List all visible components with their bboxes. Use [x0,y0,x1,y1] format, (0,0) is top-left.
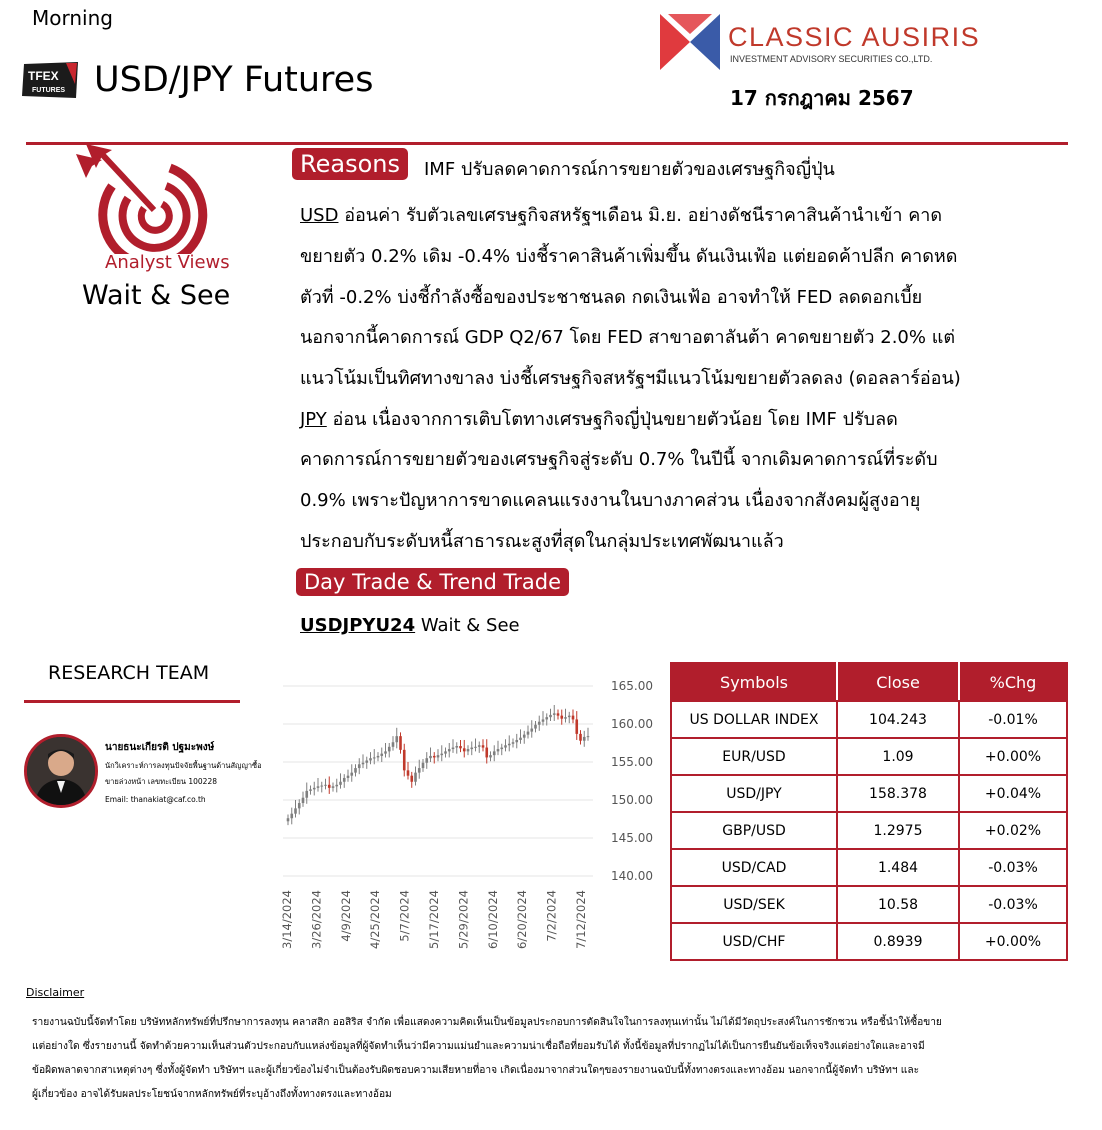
candle-body [320,786,323,787]
tfex-logo-subtext: FUTURES [32,87,66,94]
candle-body [527,732,530,735]
candle-body [549,715,552,717]
candle-body [545,717,548,719]
column-header-close: Close [837,663,959,701]
candle-body [395,736,398,742]
chg-cell: +0.00% [959,738,1067,775]
candle-body [392,742,395,747]
candle-body [418,768,421,773]
research-team-heading: RESEARCH TEAM [48,662,210,684]
candle-body [448,749,451,751]
candle-body [290,814,293,819]
symbol-cell: USD/CHF [671,923,837,960]
chg-cell: +0.00% [959,923,1067,960]
candle-body [380,754,383,756]
close-cell: 0.8939 [837,923,959,960]
column-header-chg: %Chg [959,663,1067,701]
x-tick-label: 3/26/2024 [309,890,324,949]
x-tick-label: 4/25/2024 [368,890,383,949]
reasons-badge: Reasons [292,148,408,180]
candle-body [414,773,417,782]
y-tick-label: 140.00 [611,869,653,883]
reason-line: ตัวที่ -0.2% บ่งชี้กำลังซื้อของประชาชนลด กดเงินเฟ้อ อาจทำให้ FED ลดดอกเบี้ย [300,287,923,308]
symbol-cell: EUR/USD [671,738,837,775]
close-cell: 1.2975 [837,812,959,849]
candle-body [568,716,571,718]
symbol-cell: GBP/USD [671,812,837,849]
reason-text: อ่อน เนื่องจากการเติบโตทางเศรษฐกิจญี่ปุ่นขยายตัวน้อย โดย IMF ปรับลด [326,409,898,430]
table-row [671,849,1067,886]
candle-body [478,745,481,747]
table-header-row [671,663,1067,701]
close-cell: 158.378 [837,775,959,812]
candle-body [512,742,515,744]
table-row [671,701,1067,738]
candle-body [425,758,428,763]
close-cell: 104.243 [837,701,959,738]
candle-body [485,748,488,758]
person-icon [27,737,95,805]
x-tick-label: 7/2/2024 [544,890,559,942]
candle-body [298,803,301,808]
x-tick-label: 6/20/2024 [515,890,530,949]
candle-body [564,717,567,719]
disclaimer-line: ข้อผิดพลาดจากสาเหตุต่างๆ ซึ่งทั้งผู้จัดทำ บริษัทฯ และผู้เกี่ยวข้องไม่จำเป็นต้องรับผิดชอบความเสียหายที่อาจ เกิดเนื่องมาจากส่วนใดๆของรายงานฉบับนี้ทั้งทางตรงและทางอ้อม นอกจากนี้ผู้จัดทำ บริษัทฯ และ [32,1065,920,1076]
x-tick-label: 5/29/2024 [456,890,471,949]
candle-body [470,748,473,750]
candle-body [305,791,308,798]
candle-body [350,773,353,776]
x-tick-label: 4/9/2024 [338,890,353,942]
analyst-view-value: Wait & See [82,280,231,311]
contract-view: Wait & See [415,615,520,636]
candle-body [482,745,485,747]
analyst-name: นายธนะเกียรติ ปฐมะพงษ์ [105,742,215,753]
candle-body [410,776,413,782]
candle-body [403,750,406,771]
candle-body [399,736,402,750]
candle-body [429,756,432,758]
candle-body [500,748,503,750]
table-row [671,923,1067,960]
candle-body [422,763,425,768]
x-tick-label: 5/7/2024 [397,890,412,942]
chg-cell: -0.03% [959,886,1067,923]
reason-line: 0.9% เพราะปัญหาการขาดแคลนแรงงานในบางภาคส่วน เนื่องจากสังคมผู้สูงอายุ [300,490,921,511]
candle-body [572,716,575,720]
market-table [670,662,1068,961]
y-tick-label: 160.00 [611,717,653,731]
candle-body [538,722,541,725]
symbol-cell: USD/SEK [671,886,837,923]
y-tick-label: 165.00 [611,679,653,693]
candle-body [560,716,563,719]
candle-body [474,747,477,748]
disclaimer-line: ผู้เกี่ยวข้อง อาจได้รับผลประโยชน์จากหลักทรัพย์ที่ระบุอ้างถึงทั้งทางตรงและทางอ้อม [32,1089,392,1100]
candle-body [317,786,320,788]
candle-body [335,785,338,787]
candle-body [530,729,533,732]
candle-body [542,719,545,721]
x-tick-label: 6/10/2024 [485,890,500,949]
x-tick-label: 3/14/2024 [280,890,294,949]
table-row [671,775,1067,812]
target-arrow-icon [72,142,232,254]
candle-body [508,744,511,746]
reason-line: ประกอบกับระดับหนี้สาธารณะสูงที่สุดในกลุ่มประเทศพัฒนาแล้ว [300,531,784,552]
candle-body [463,748,466,751]
candle-body [302,798,305,803]
y-tick-label: 150.00 [611,793,653,807]
table-row [671,812,1067,849]
candle-body [452,748,455,750]
candle-body [437,755,440,757]
candle-body [444,751,447,753]
candle-body [343,778,346,782]
research-team-divider [24,700,240,703]
candle-body [459,746,462,748]
contract-line [300,615,520,636]
reason-line: นอกจากนี้คาดการณ์ GDP Q2/67 โดย FED สาขาอตาลันต้า คาดขยายตัว 2.0% แต่ [300,327,956,348]
candle-body [339,782,342,785]
tfex-logo-text: TFEX [28,69,59,83]
candle-body [575,719,578,733]
candle-body [324,785,327,786]
usd-tag: USD [300,205,339,226]
candle-body [489,755,492,757]
reason-line: คาดการณ์การขยายตัวของเศรษฐกิจสู่ระดับ 0.7% ในปีนี้ จากเดิมคาดการณ์ที่ระดับ [300,449,938,470]
reason-line [300,200,942,229]
analyst-title: นักวิเคราะห์การลงทุนปัจจัยพื้นฐานด้านสัญญาซื้อ [105,761,262,770]
candle-body [313,788,316,790]
candle-body [504,745,507,747]
symbol-cell: USD/CAD [671,849,837,886]
disclaimer-heading: Disclaimer [26,986,85,999]
candle-body [523,735,526,738]
disclaimer-line: รายงานฉบับนี้จัดทำโดย บริษัทหลักทรัพย์ที่ปรึกษาการลงทุน คลาสสิก ออสิริส จำกัด เพื่อแสดงความคิดเห็นเป็นข้อมูลประกอบการตัดสินใจในการลงทุนเท่านั้น ไม่ได้มีวัตถุประสงค์ในการชักชวน หรือชี้นำให้ซื้อขาย [32,1017,942,1028]
candle-body [287,818,290,821]
y-tick-label: 155.00 [611,755,653,769]
brand-subtitle: INVESTMENT ADVISORY SECURITIES CO.,LTD. [730,54,933,64]
candle-body [455,746,458,748]
close-cell: 10.58 [837,886,959,923]
edition-label: Morning [32,6,113,30]
table-row [671,738,1067,775]
candle-body [557,713,560,715]
reasons-headline: IMF ปรับลดคาดการณ์การขยายตัวของเศรษฐกิจญี่ปุ่น [424,159,835,180]
candle-body [294,808,297,813]
symbol-cell: USD/JPY [671,775,837,812]
candle-body [497,749,500,751]
x-tick-label: 5/17/2024 [427,890,441,949]
candle-body [373,757,376,758]
analyst-views-label: Analyst Views [105,252,230,273]
candle-body [347,776,350,778]
candle-body [519,738,522,740]
usdjpy-price-chart [275,668,665,968]
y-tick-label: 145.00 [611,831,653,845]
analyst-email: Email: thanakiat@caf.co.th [105,795,206,804]
page-title: USD/JPY Futures [94,60,374,100]
column-header-symbols: Symbols [671,663,837,701]
report-date: 17 กรกฎาคม 2567 [730,86,914,110]
candle-body [553,713,556,715]
jpy-tag: JPY [300,409,327,430]
reason-line: ขยายตัว 0.2% เดิม -0.4% บ่งชี้ราคาสินค้าเพิ่มขึ้น ดันเงินเฟ้อ แต่ยอดค้าปลีก คาดหด [300,246,958,267]
candle-body [440,754,443,756]
chg-cell: +0.04% [959,775,1067,812]
analyst-license: ขายล่วงหน้า เลขทะเบียน 100228 [105,777,217,786]
candle-body [534,725,537,729]
analyst-avatar [24,734,98,808]
tfex-logo [20,60,82,100]
close-cell: 1.484 [837,849,959,886]
candle-body [365,760,368,762]
candle-body [407,770,410,775]
brand-name: CLASSIC AUSIRIS [728,22,981,52]
disclaimer-line: แต่อย่างใด ซึ่งรายงานนี้ จัดทำด้วยความเห็นส่วนตัวประกอบกับแหล่งข้อมูลที่ผู้จัดทำเห็นว่ามีความแม่นยำและความน่าเชื่อถือที่ยอมรับได้ ทั้งนี้ข้อมูลที่ปรากฏไม่ได้เป็นการยืนยันข้อเท็จจริงแต่อย่างใดและอาจมี [32,1041,925,1052]
classic-ausiris-logo-icon [660,12,720,72]
table-row [671,886,1067,923]
candle-body [384,751,387,753]
candle-body [579,734,582,741]
day-trade-badge: Day Trade & Trend Trade [296,568,569,596]
close-cell: 1.09 [837,738,959,775]
candle-body [493,751,496,755]
candle-body [332,786,335,788]
chg-cell: -0.01% [959,701,1067,738]
candle-body [362,763,365,765]
reason-line: แนวโน้มเป็นทิศทางขาลง บ่งชี้เศรษฐกิจสหรัฐฯมีแนวโน้มขยายตัวลดลง (ดอลลาร์อ่อน) [300,368,961,389]
reason-text: อ่อนค่า รับตัวเลขเศรษฐกิจสหรัฐฯเดือน มิ.ย. อย่างดัชนีราคาสินค้านำเข้า คาด [338,205,943,226]
candle-body [358,764,361,768]
reason-line [300,404,898,433]
candle-body [515,740,518,742]
symbol-cell: US DOLLAR INDEX [671,701,837,738]
x-tick-label: 7/12/2024 [574,890,588,949]
candle-body [328,785,331,788]
candle-body [467,749,470,751]
candle-body [433,756,436,758]
candle-body [388,747,391,752]
candle-body [369,758,372,760]
candle-body [583,737,586,741]
candle-body [309,789,312,791]
chg-cell: +0.02% [959,812,1067,849]
candle-body [377,756,380,758]
candle-body [354,768,357,773]
contract-symbol: USDJPYU24 [300,615,416,636]
candle-body [587,736,590,737]
chg-cell: -0.03% [959,849,1067,886]
